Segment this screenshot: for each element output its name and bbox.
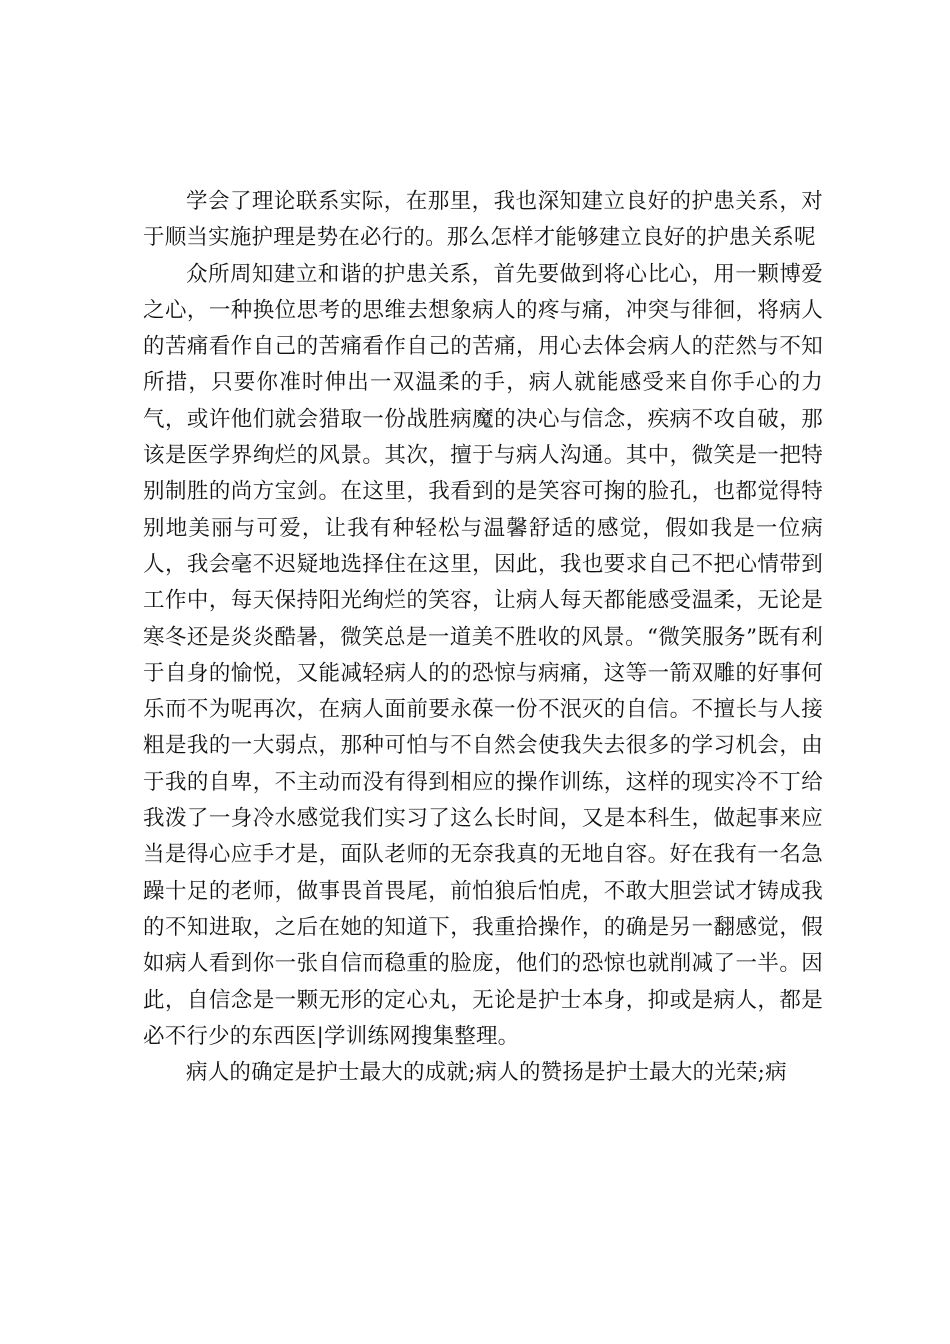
document-body bbox=[143, 184, 823, 1091]
paragraph-3: 病人的确定是护士最大的成就;病人的赞扬是护士最大的光荣;病 bbox=[186, 1060, 787, 1086]
paragraph-1: 学会了理论联系实际，在那里，我也深知建立良好的护患关系，对于顺当实施护理是势在必行的。那么怎样才能够建立良好的护患关系呢 bbox=[143, 189, 823, 251]
paragraph-2: 众所周知建立和谐的护患关系，首先要做到将心比心，用一颗博爱之心，一种换位思考的思维去想象病人的疼与痛，冲突与徘徊，将病人的苦痛看作自己的苦痛看作自己的苦痛，用心去体会病人的茫然与不知所措，只要你准时伸出一双温柔的手，病人就能感受来自你手心的力气，或许他们就会猎取一份战胜病魔的决心与信念，疾病不攻自破，那该是医学界绚烂的风景。其次，擅于与病人沟通。其中，微笑是一把特别制胜的尚方宝剑。在这里，我看到的是笑容可掬的脸孔，也都觉得特别地美丽与可爱，让我有种轻松与温馨舒适的感觉，假如我是一位病人，我会毫不迟疑地选择住在这里，因此，我也要求自己不把心情带到工作中，每天保持阳光绚烂的笑容，让病人每天都能感受温柔，无论是寒冬还是炎炎酷暑，微笑总是一道美不胜收的风景。“微笑服务”既有利于自身的愉悦，又能减轻病人的的恐惊与病痛，这等一箭双雕的好事何乐而不为呢再次，在病人面前要永葆一份不泯灭的自信。不擅长与人接粗是我的一大弱点，那种可怕与不自然会使我失去很多的学习机会，由于我的自卑，不主动而没有得到相应的操作训练，这样的现实冷不丁给我泼了一身冷水感觉我们实习了这么长时间，又是本科生，做起事来应当是得心应手才是，面队老师的无奈我真的无地自容。好在我有一名急躁十足的老师，做事畏首畏尾，前怕狼后怕虎，不敢大胆尝试才铸成我的不知进取，之后在她的知道下，我重拾操作，的确是另一翻感觉，假如病人看到你一张自信而稳重的脸庞，他们的恐惊也就削减了一半。因此，自信念是一颗无形的定心丸，无论是护士本身，抑或是病人，都是必不行少的东西医|学训练网搜集整理。 bbox=[143, 261, 823, 1049]
